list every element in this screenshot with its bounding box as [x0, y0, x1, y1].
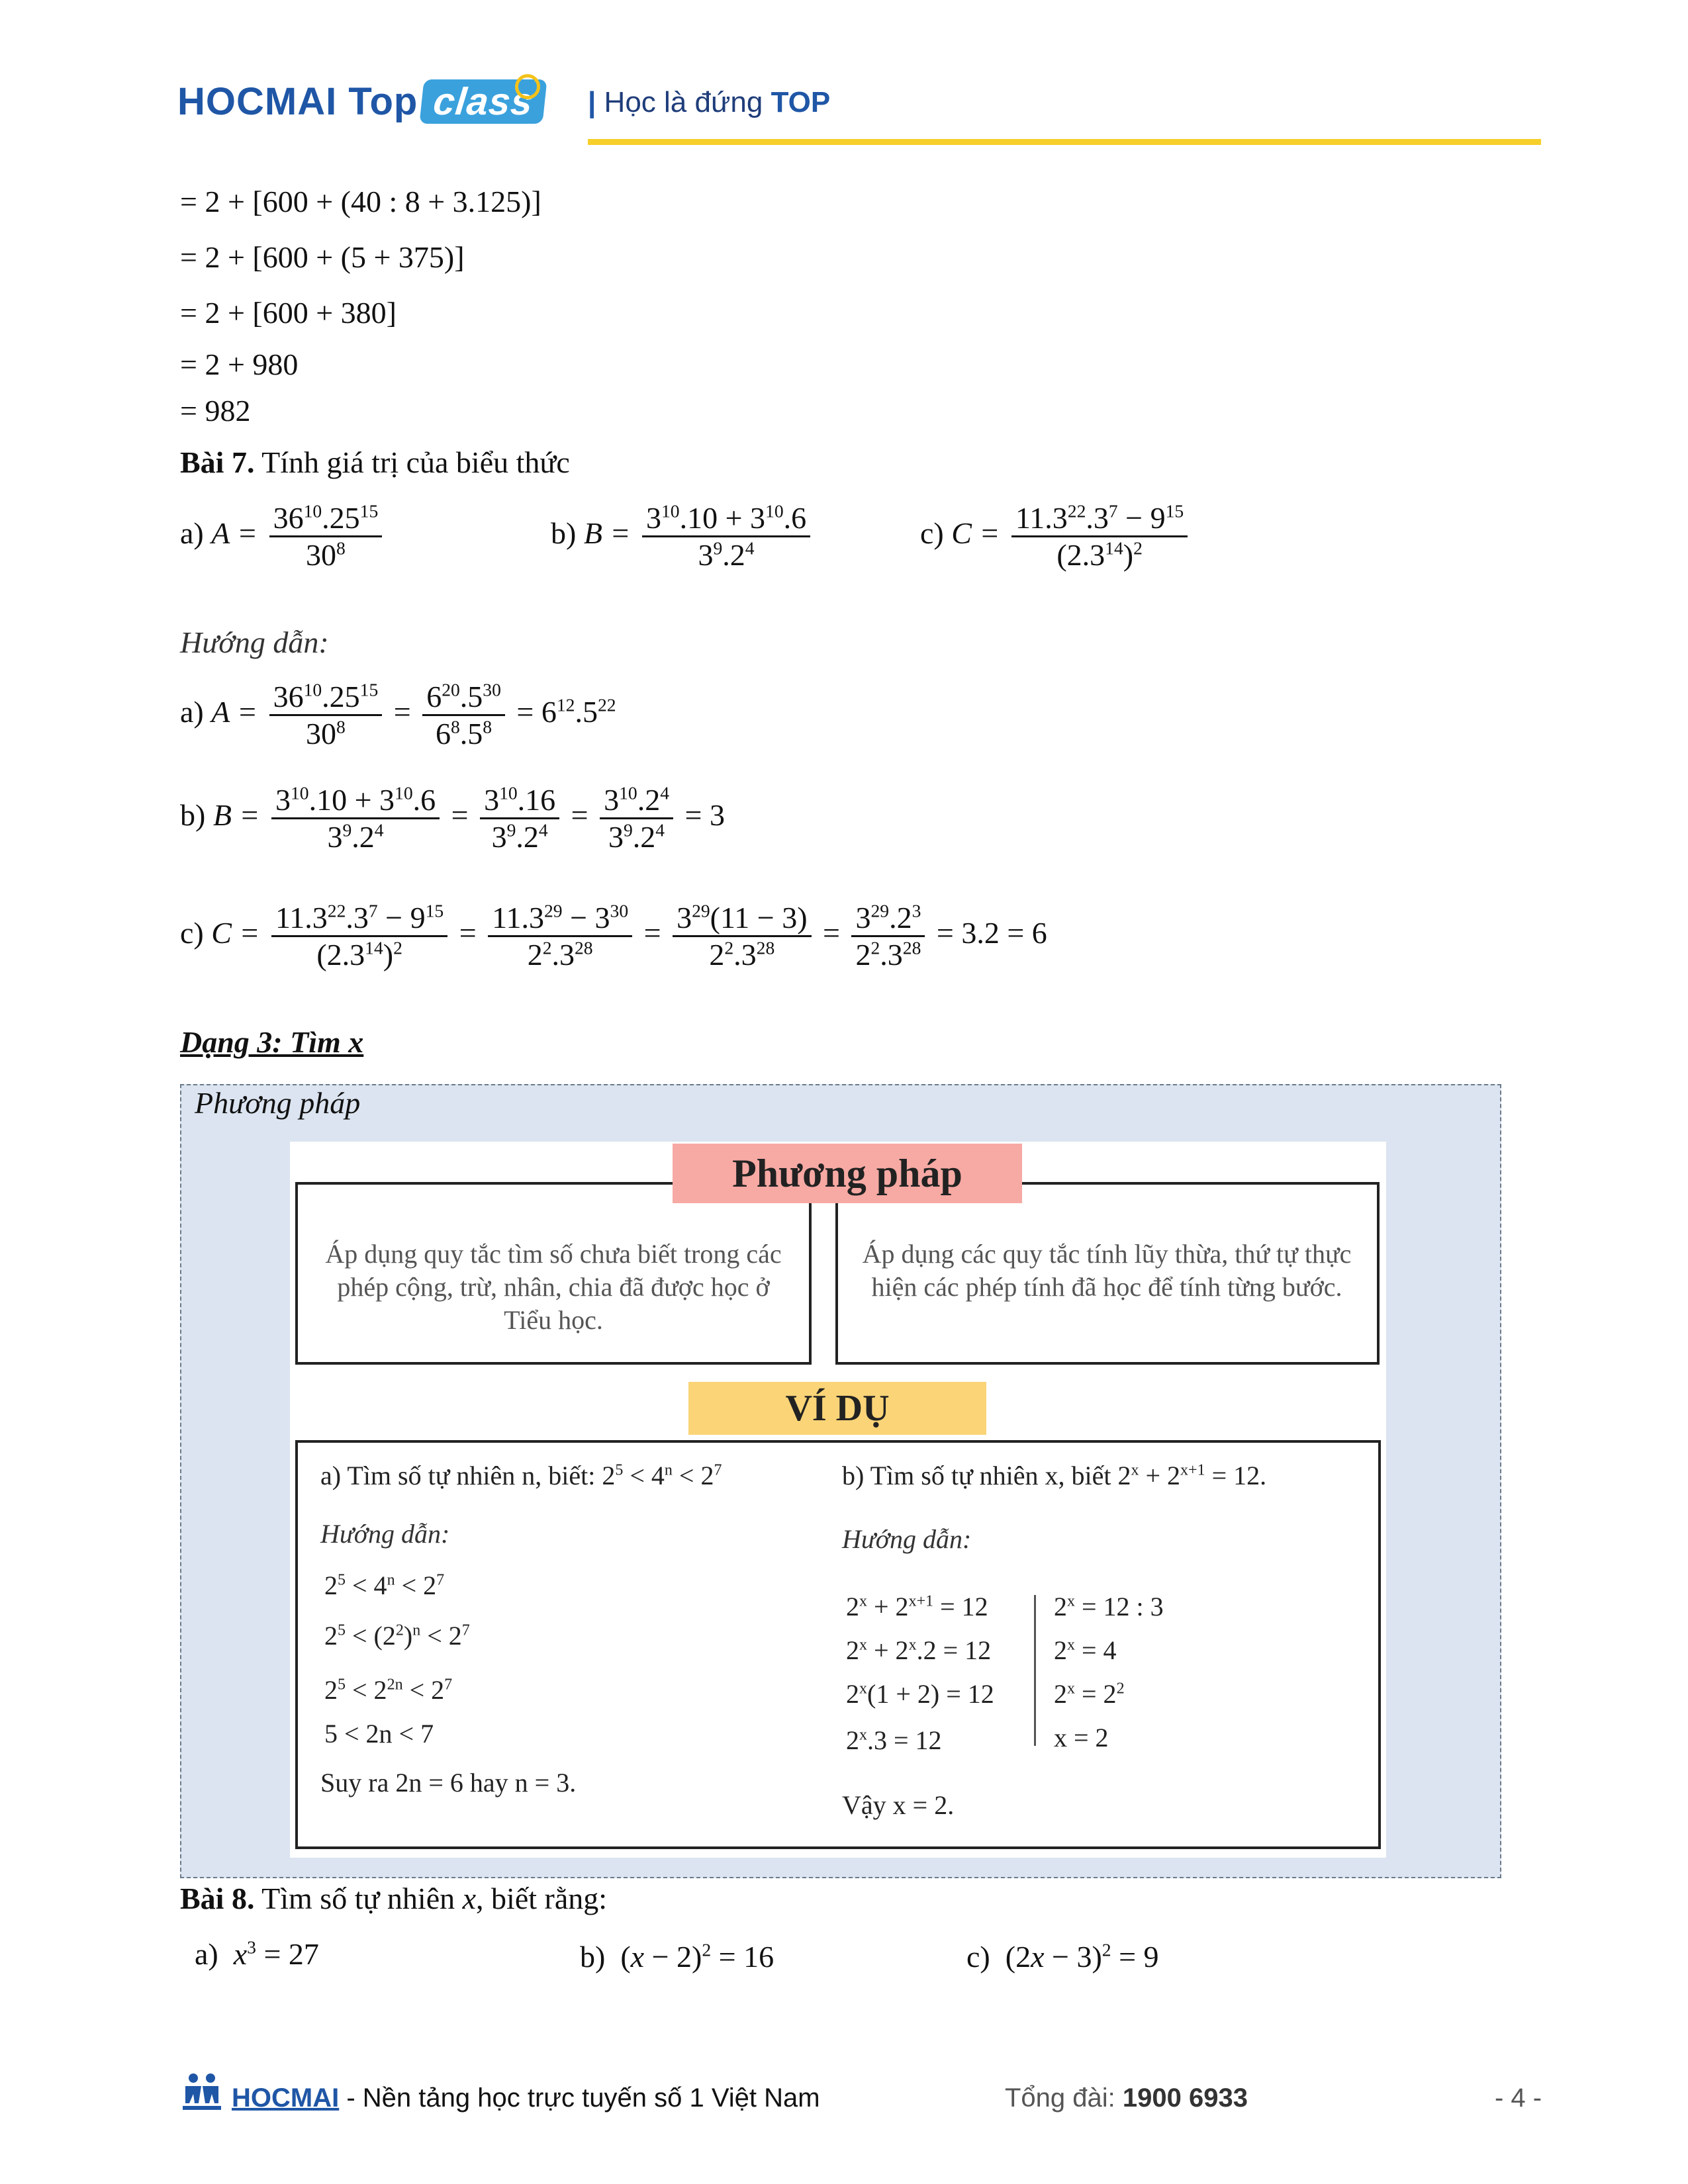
sun-icon — [515, 74, 540, 99]
exercise-8-text-after: , biết rằng: — [476, 1882, 608, 1915]
footer-hotline — [1005, 2083, 1248, 2113]
example-b-prompt: b) Tìm số tự nhiên x, biết $2^x + 2^{x+1} = 12$. — [842, 1461, 1267, 1490]
hotline-label: Tổng đài: — [1005, 2083, 1115, 2113]
brand-main: HOCMAI Top — [177, 80, 418, 123]
item-label: b) — [580, 1940, 606, 1974]
var-a: A = — [211, 695, 258, 729]
method-left-text: Áp dụng quy tắc tìm số chưa biết trong các phép cộng, trừ, nhân, chia đã được học ở Tiểu học. — [325, 1239, 782, 1335]
var-c: C = — [951, 516, 1000, 551]
example-b-step: $2^x(1 + 2) = 12$ — [846, 1679, 994, 1709]
fraction: $\frac{36^{10}.25^{15}}{30^8}$ — [269, 500, 383, 572]
method-panel-title: Phương pháp — [195, 1086, 361, 1120]
exercise-7-label: Bài 7. — [180, 445, 255, 479]
step-line: = 2 + 980 — [180, 347, 299, 381]
tagline — [588, 86, 830, 119]
example-a-step: $2^5 < (2^2)^n < 2^7$ — [324, 1621, 470, 1651]
item-label: b) — [180, 798, 206, 833]
example-a-prompt: a) Tìm số tự nhiên n, biết: $2^5 < 4^n < 2^7$ — [320, 1461, 722, 1490]
brand-logo — [177, 79, 545, 124]
page-number: - 4 - — [1495, 2083, 1542, 2113]
example-b-step: $2^x = 12$ : 3 — [1054, 1592, 1164, 1621]
guide-heading: Hướng dẫn: — [180, 625, 329, 659]
var-a: A = — [211, 516, 258, 551]
item-label: b) — [551, 516, 577, 551]
exercise-7b — [551, 500, 814, 572]
var-b: B = — [583, 516, 631, 551]
footer-brand-link[interactable]: HOCMAI — [232, 2083, 340, 2113]
exercise-8a: a) $x^3 = 27$ — [195, 1936, 319, 1971]
exercise-7-title — [180, 445, 570, 480]
exercise-8-text: Tìm số tự nhiên — [261, 1882, 455, 1915]
step-line: = 2 + [600 + 380] — [180, 296, 397, 330]
method-right-text: Áp dụng các quy tắc tính lũy thừa, thứ tự thực hiện các phép tính đã học để tính từng bước. — [862, 1239, 1352, 1302]
section-heading: Dạng 3: Tìm x — [180, 1025, 364, 1059]
example-b-step: $2^x + 2^x.2 = 12$ — [846, 1635, 992, 1665]
item-label: c) — [180, 916, 204, 950]
exercise-8c: c) $(2x - 3)^2 = 9$ — [966, 1939, 1159, 1974]
example-b-text: b) Tìm số tự nhiên x, biết — [842, 1461, 1111, 1490]
fraction: $\frac{3^{10}.10 + 3^{10}.6}{3^9.2^4}$ — [642, 500, 810, 572]
example-a-step: $2^5 < 2^{2n} < 2^7$ — [324, 1675, 453, 1705]
method-heading: Phương pháp — [673, 1144, 1022, 1203]
exercise-7-text: Tính giá trị của biểu thức — [261, 445, 570, 479]
example-a-guide: Hướng dẫn: — [320, 1519, 450, 1549]
example-a-conclusion: Suy ra 2n = 6 hay n = 3. — [320, 1768, 577, 1797]
item-label: a) — [195, 1937, 218, 1971]
example-heading: VÍ DỤ — [688, 1382, 986, 1435]
example-a-step: $2^5 < 4^n < 2^7$ — [324, 1570, 445, 1600]
exercise-8-var: x — [462, 1882, 477, 1915]
tagline-bar: | — [588, 86, 596, 118]
step-line: = 982 — [180, 394, 251, 428]
solution-7c: c) C = $\frac{11.3^{22}.3^7 - 9^{15}}{(2.3^{14})^2}$ = $\frac{11.3^{29} - 3^{30}}{2^2.3^{28}}$ = $\frac{3^{29}(11 - 3)}{2^2.3^{28}}$ = $\frac{3^{29}.2^3}{2^2.3^{28}}$ = 3.2 = 6 — [180, 900, 1047, 972]
footer-slogan — [232, 2083, 820, 2113]
exercise-7a — [180, 500, 386, 572]
example-b-divider — [1034, 1595, 1036, 1746]
item-label: c) — [966, 1940, 990, 1974]
header-rule — [588, 139, 1541, 145]
solution-7a: a) A = $\frac{36^{10}.25^{15}}{30^8}$ = $\frac{6^{20}.5^{30}}{6^8.5^8}$ = $6^{12}.5^{22}$ — [180, 679, 616, 751]
example-a-text: a) Tìm số tự nhiên n, biết: — [320, 1461, 596, 1490]
step-line: = 2 + [600 + (40 : 8 + 3.125)] — [180, 185, 541, 218]
hocmai-logo-icon — [181, 2071, 222, 2111]
var-c: C = — [211, 916, 260, 950]
example-b-step: x = 2 — [1054, 1723, 1109, 1752]
item-label: a) — [180, 516, 204, 551]
step-line: = 2 + [600 + (5 + 375)] — [180, 240, 465, 274]
example-b-step: $2^x.3 = 12$ — [846, 1725, 942, 1755]
example-a-step: 5 < 2n < 7 — [324, 1719, 434, 1749]
item-label: c) — [920, 516, 944, 551]
var-b: B = — [212, 798, 260, 833]
example-b-step: $2^x + 2^{x+1} = 12$ — [846, 1592, 988, 1621]
solution-7b: b) B = $\frac{3^{10}.10 + 3^{10}.6}{3^9.2^4}$ = $\frac{3^{10}.16}{3^9.2^4}$ = $\frac{3^{10}.2^4}{3^9.2^4}$ = 3 — [180, 782, 725, 854]
exercise-7c — [920, 500, 1192, 572]
example-b-step: $2^x = 2^2$ — [1054, 1679, 1125, 1709]
exercise-8-label: Bài 8. — [180, 1882, 255, 1915]
tagline-text: Học là đứng — [604, 86, 763, 118]
example-b-guide: Hướng dẫn: — [842, 1524, 972, 1554]
fraction: $\frac{11.3^{22}.3^7 - 9^{15}}{(2.3^{14})^2}$ — [1011, 500, 1188, 572]
example-b-step: $2^x = 4$ — [1054, 1635, 1117, 1665]
hotline-number: 1900 6933 — [1122, 2083, 1248, 2113]
exercise-8-title — [180, 1881, 607, 1916]
brand-class: class — [420, 79, 547, 124]
item-label: a) — [180, 695, 204, 729]
example-b-conclusion: Vậy x = 2. — [842, 1790, 955, 1820]
tagline-bold: TOP — [771, 86, 831, 118]
footer-slogan-text: - Nền tảng học trực tuyến số 1 Việt Nam — [339, 2083, 820, 2113]
exercise-8b: b) $(x - 2)^2 = 16$ — [580, 1939, 774, 1974]
